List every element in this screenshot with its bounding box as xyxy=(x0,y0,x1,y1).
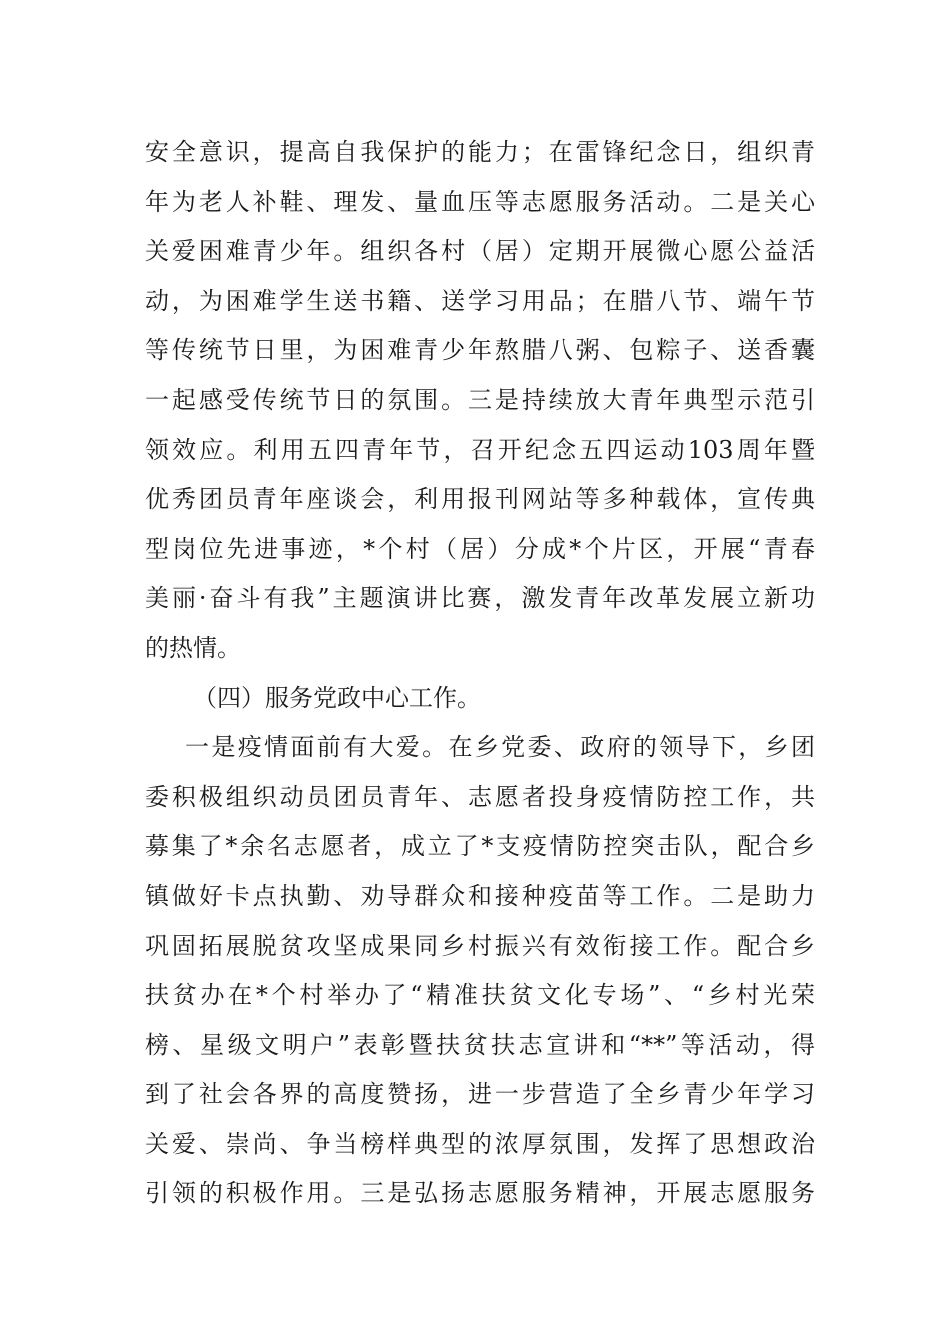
text-line: 的热情。 xyxy=(145,633,241,662)
text-line: 镇做好卡点执勤、劝导群众和接种疫苗等工作。二是助力 xyxy=(145,881,815,910)
text-line: 榜、星级文明户”表彰暨扶贫扶志宣讲和“**”等活动，得 xyxy=(145,1030,815,1059)
text-line: 一起感受传统节日的氛围。三是持续放大青年典型示范引 xyxy=(145,385,815,414)
text-line: 引领的积极作用。三是弘扬志愿服务精神，开展志愿服务 xyxy=(145,1179,815,1208)
text-line: 关爱困难青少年。组织各村（居）定期开展微心愿公益活 xyxy=(145,237,815,266)
text-line: 年为老人补鞋、理发、量血压等志愿服务活动。二是关心 xyxy=(145,187,815,216)
text-line: 等传统节日里，为困难青少年熬腊八粥、包粽子、送香囊 xyxy=(145,336,815,365)
text-line: 募集了*余名志愿者，成立了*支疫情防控突击队，配合乡 xyxy=(145,832,815,861)
text-line: 美丽·奋斗有我”主题演讲比赛，激发青年改革发展立新功 xyxy=(145,584,815,613)
text-line: 领效应。利用五四青年节，召开纪念五四运动103周年暨 xyxy=(145,435,815,464)
text-line: 动，为困难学生送书籍、送学习用品；在腊八节、端午节 xyxy=(145,286,815,315)
text-line: 巩固拓展脱贫攻坚成果同乡村振兴有效衔接工作。配合乡 xyxy=(145,931,815,960)
text-line: 到了社会各界的高度赞扬，进一步营造了全乡青少年学习 xyxy=(145,1080,815,1109)
text-line: 安全意识，提高自我保护的能力；在雷锋纪念日，组织青 xyxy=(145,138,815,166)
text-line: 委积极组织动员团员青年、志愿者投身疫情防控工作，共 xyxy=(145,782,815,811)
document-body xyxy=(145,128,815,1219)
text-line: 型岗位先进事迹，*个村（居）分成*个片区，开展“青春 xyxy=(145,534,815,563)
section-heading: （四）服务党政中心工作。 xyxy=(193,683,481,712)
text-line: 关爱、崇尚、争当榜样典型的浓厚氛围，发挥了思想政治 xyxy=(145,1129,815,1158)
text-line: 优秀团员青年座谈会，利用报刊网站等多种载体，宣传典 xyxy=(145,485,815,514)
text-line: 扶贫办在*个村举办了“精准扶贫文化专场”、“乡村光荣 xyxy=(145,981,815,1010)
paragraph-first-line: 一是疫情面前有大爱。在乡党委、政府的领导下，乡团 xyxy=(185,733,815,762)
